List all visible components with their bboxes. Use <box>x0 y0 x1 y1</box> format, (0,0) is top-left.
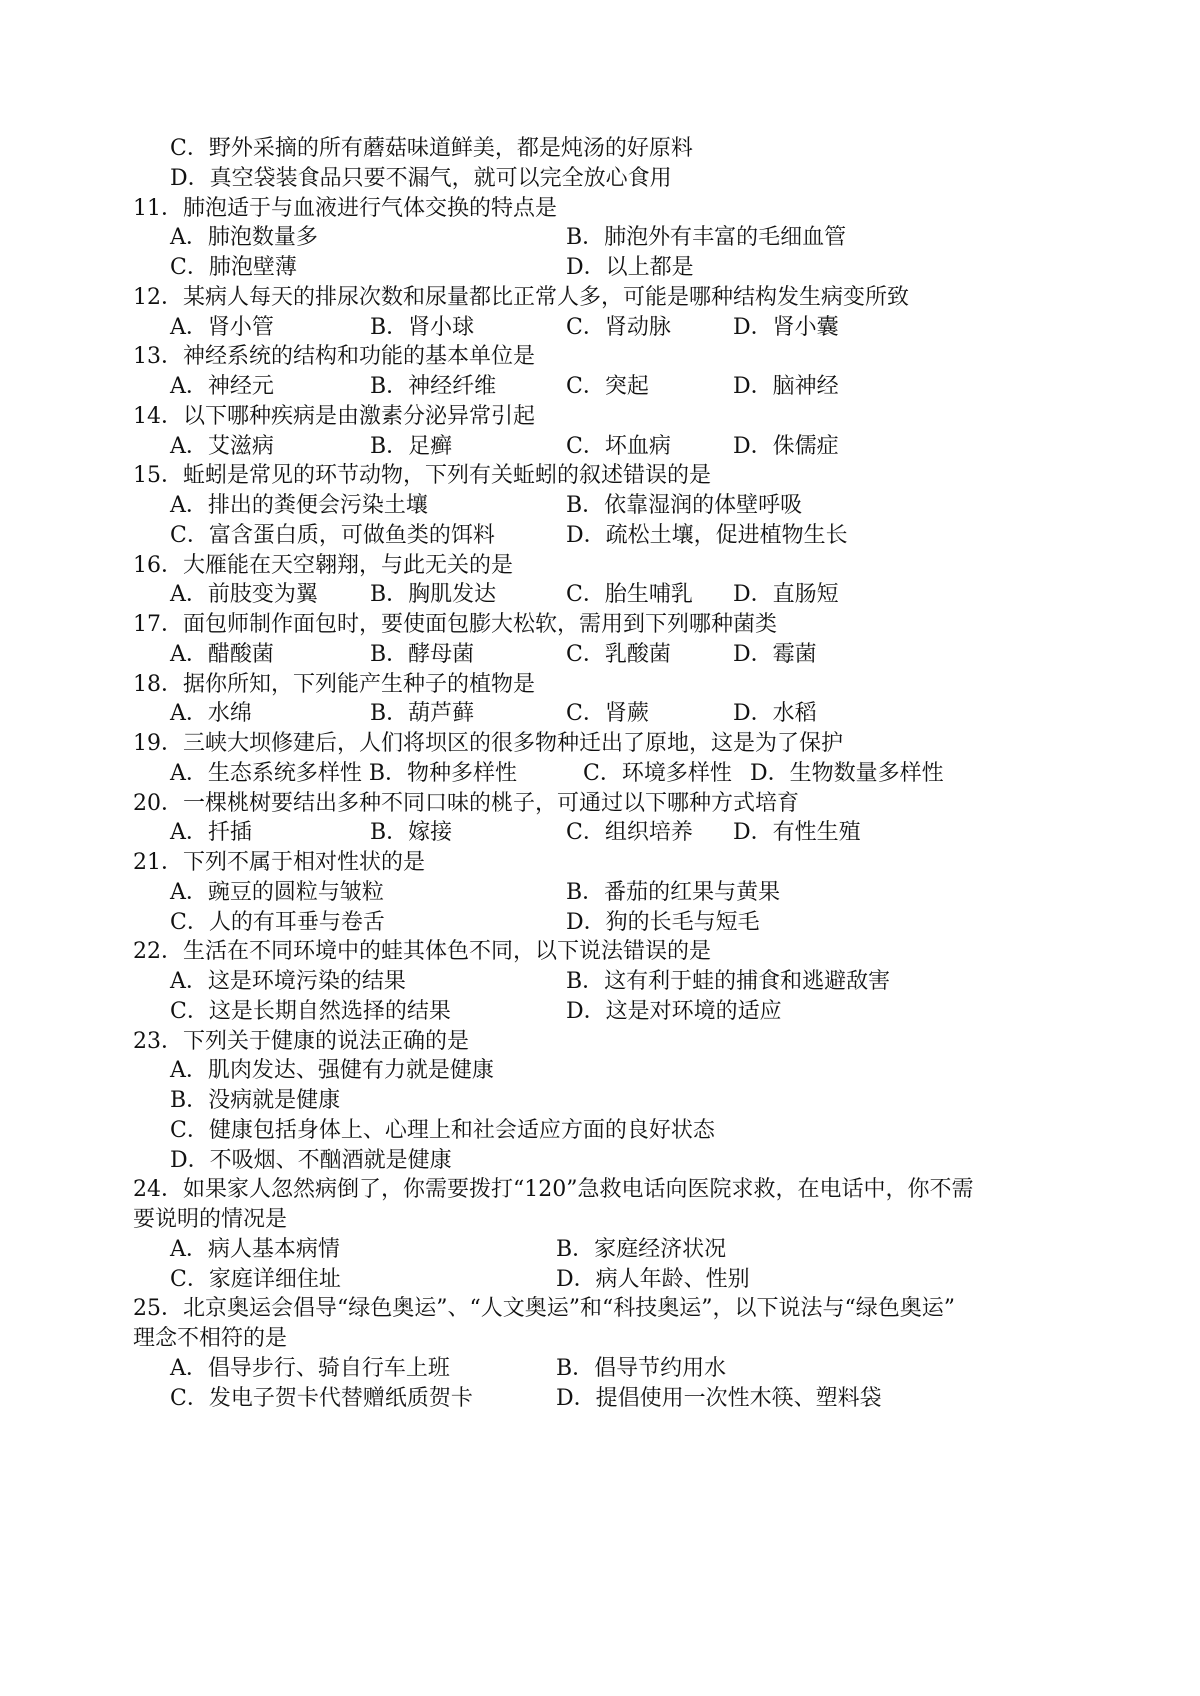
option-text: C．组织培养 <box>566 820 693 846</box>
question-text: 14．以下哪种疾病是由激素分泌异常引起 <box>133 403 535 429</box>
question-text: 22．生活在不同环境中的蛙其体色不同，以下说法错误的是 <box>133 939 711 965</box>
option-text: A．生态系统多样性 B．物种多样性 <box>170 760 518 786</box>
option-text: B．番茄的红果与黄果 <box>566 879 781 905</box>
question-text: 19．三峡大坝修建后，人们将坝区的很多物种迁出了原地，这是为了保护 <box>133 731 843 756</box>
option-text: A．前肢变为翼 <box>170 582 318 608</box>
question-text: 11．肺泡适于与血液进行气体交换的特点是 <box>133 195 557 221</box>
option-text: A．豌豆的圆粒与皱粒 <box>170 879 384 905</box>
question-text: 24．如果家人忽然病倒了，你需要拨打“120”急救电话向医院求救，在电话中，你不需 <box>133 1177 974 1203</box>
option-text: D．提倡使用一次性木筷、塑料袋 <box>556 1385 882 1411</box>
option-text: D．以上都是 <box>566 255 694 280</box>
text-line <box>0 966 1200 998</box>
text-line <box>0 1293 1200 1325</box>
option-text: D．真空袋装食品只要不漏气，就可以完全放心食用 <box>170 165 672 191</box>
text-line <box>0 669 1200 701</box>
option-text: C．肺泡壁薄 <box>170 255 297 280</box>
text-line <box>0 1353 1200 1385</box>
option-text: B．葫芦藓 <box>370 701 475 727</box>
option-text: A．艾滋病 <box>170 433 274 459</box>
option-text: C．突起 <box>566 374 649 399</box>
text-line <box>0 1145 1200 1177</box>
text-line <box>0 847 1200 879</box>
text-line <box>0 639 1200 671</box>
text-line <box>0 341 1200 373</box>
text-line <box>0 401 1200 433</box>
option-text: C．环境多样性 <box>583 760 732 786</box>
option-text: A．这是环境污染的结果 <box>170 969 406 994</box>
option-text: C．肾蕨 <box>566 701 649 727</box>
question-text: 15．蚯蚓是常见的环节动物，下列有关蚯蚓的叙述错误的是 <box>133 463 711 489</box>
text-line <box>0 1264 1200 1296</box>
option-text: D．侏儒症 <box>733 433 839 459</box>
option-text: A．排出的粪便会污染土壤 <box>170 493 428 518</box>
option-text: B．倡导节约用水 <box>556 1355 727 1381</box>
text-line <box>0 1174 1200 1206</box>
option-text: C．富含蛋白质，可做鱼类的饵料 <box>170 522 495 548</box>
option-text: D．病人年龄、性别 <box>556 1266 750 1292</box>
option-text: D．这是对环境的适应 <box>566 998 782 1024</box>
text-line <box>0 1383 1200 1415</box>
text-line <box>0 163 1200 195</box>
option-text: D．疏松土壤，促进植物生长 <box>566 522 848 548</box>
text-line <box>0 877 1200 909</box>
option-text: C．发电子贺卡代替赠纸质贺卡 <box>170 1385 473 1411</box>
option-text: B．胸肌发达 <box>370 582 497 608</box>
question-text: 16．大雁能在天空翱翔，与此无关的是 <box>133 552 513 578</box>
option-text: B．嫁接 <box>370 820 453 846</box>
text-line <box>0 490 1200 522</box>
text-line <box>0 431 1200 463</box>
text-line <box>0 222 1200 254</box>
option-text: D．生物数量多样性 <box>750 760 944 786</box>
option-text: D．霉菌 <box>733 641 817 667</box>
option-text: D．狗的长毛与短毛 <box>566 909 760 935</box>
option-text: B．没病就是健康 <box>170 1088 341 1113</box>
option-text: D．肾小囊 <box>733 314 839 340</box>
text-line <box>0 996 1200 1028</box>
text-line <box>0 133 1200 165</box>
question-text: 理念不相符的是 <box>133 1326 288 1351</box>
text-line <box>0 193 1200 225</box>
text-line <box>0 550 1200 582</box>
text-line <box>0 1085 1200 1117</box>
option-text: C．人的有耳垂与卷舌 <box>170 909 385 935</box>
text-line <box>0 817 1200 849</box>
option-text: A．病人基本病情 <box>170 1236 340 1262</box>
text-line <box>0 371 1200 403</box>
option-text: D．有性生殖 <box>733 820 861 846</box>
option-text: C．胎生哺乳 <box>566 582 693 608</box>
option-text: A．肌肉发达、强健有力就是健康 <box>170 1058 494 1084</box>
option-text: B．肾小球 <box>370 314 475 340</box>
text-line <box>0 907 1200 939</box>
option-text: B．酵母菌 <box>370 641 475 667</box>
option-text: A．水绵 <box>170 701 252 727</box>
option-text: A．扦插 <box>170 820 252 846</box>
text-line <box>0 1323 1200 1355</box>
text-line <box>0 609 1200 641</box>
option-text: A．肺泡数量多 <box>170 225 318 251</box>
option-text: B．肺泡外有丰富的毛细血管 <box>566 225 847 251</box>
question-text: 17．面包师制作面包时，要使面包膨大松软，需用到下列哪种菌类 <box>133 612 777 637</box>
text-line <box>0 1026 1200 1058</box>
option-text: B．神经纤维 <box>370 374 497 399</box>
text-line <box>0 252 1200 284</box>
text-line <box>0 1204 1200 1236</box>
option-text: B．这有利于蛙的捕食和逃避敌害 <box>566 969 891 994</box>
option-text: A．神经元 <box>170 374 274 399</box>
option-text: D．脑神经 <box>733 374 839 399</box>
option-text: A．醋酸菌 <box>170 641 274 667</box>
question-text: 13．神经系统的结构和功能的基本单位是 <box>133 344 535 370</box>
question-text: 21．下列不属于相对性状的是 <box>133 850 425 875</box>
option-text: C．野外采摘的所有蘑菇味道鲜美，都是炖汤的好原料 <box>170 136 693 161</box>
text-line <box>0 579 1200 611</box>
text-line <box>0 936 1200 968</box>
option-text: C．这是长期自然选择的结果 <box>170 998 451 1024</box>
option-text: D．不吸烟、不酗酒就是健康 <box>170 1147 452 1173</box>
text-line <box>0 758 1200 790</box>
text-line <box>0 520 1200 552</box>
text-line <box>0 282 1200 314</box>
option-text: B．依靠湿润的体壁呼吸 <box>566 493 803 518</box>
option-text: C．坏血病 <box>566 433 671 459</box>
text-line <box>0 788 1200 820</box>
option-text: B．足癣 <box>370 433 453 459</box>
option-text: A．倡导步行、骑自行车上班 <box>170 1355 450 1381</box>
question-text: 12．某病人每天的排尿次数和尿量都比正常人多，可能是哪种结构发生病变所致 <box>133 284 909 310</box>
question-text: 25．北京奥运会倡导“绿色奥运”、“人文奥运”和“科技奥运”，以下说法与“绿色奥运” <box>133 1296 955 1322</box>
question-text: 18．据你所知，下列能产生种子的植物是 <box>133 671 535 697</box>
option-text: C．乳酸菌 <box>566 641 671 667</box>
option-text: C．肾动脉 <box>566 314 671 340</box>
question-text: 23．下列关于健康的说法正确的是 <box>133 1028 469 1054</box>
text-line <box>0 1234 1200 1266</box>
option-text: C．家庭详细住址 <box>170 1266 341 1292</box>
question-text: 要说明的情况是 <box>133 1207 288 1232</box>
text-line <box>0 1115 1200 1147</box>
option-text: B．家庭经济状况 <box>556 1236 727 1262</box>
option-text: C．健康包括身体上、心理上和社会适应方面的良好状态 <box>170 1117 715 1143</box>
text-line <box>0 698 1200 730</box>
text-line <box>0 460 1200 492</box>
option-text: D．水稻 <box>733 701 817 727</box>
question-text: 20．一棵桃树要结出多种不同口味的桃子，可通过以下哪种方式培育 <box>133 790 799 816</box>
text-line <box>0 312 1200 344</box>
option-text: D．直肠短 <box>733 582 839 608</box>
text-line <box>0 728 1200 760</box>
option-text: A．肾小管 <box>170 314 274 340</box>
text-line <box>0 1055 1200 1087</box>
